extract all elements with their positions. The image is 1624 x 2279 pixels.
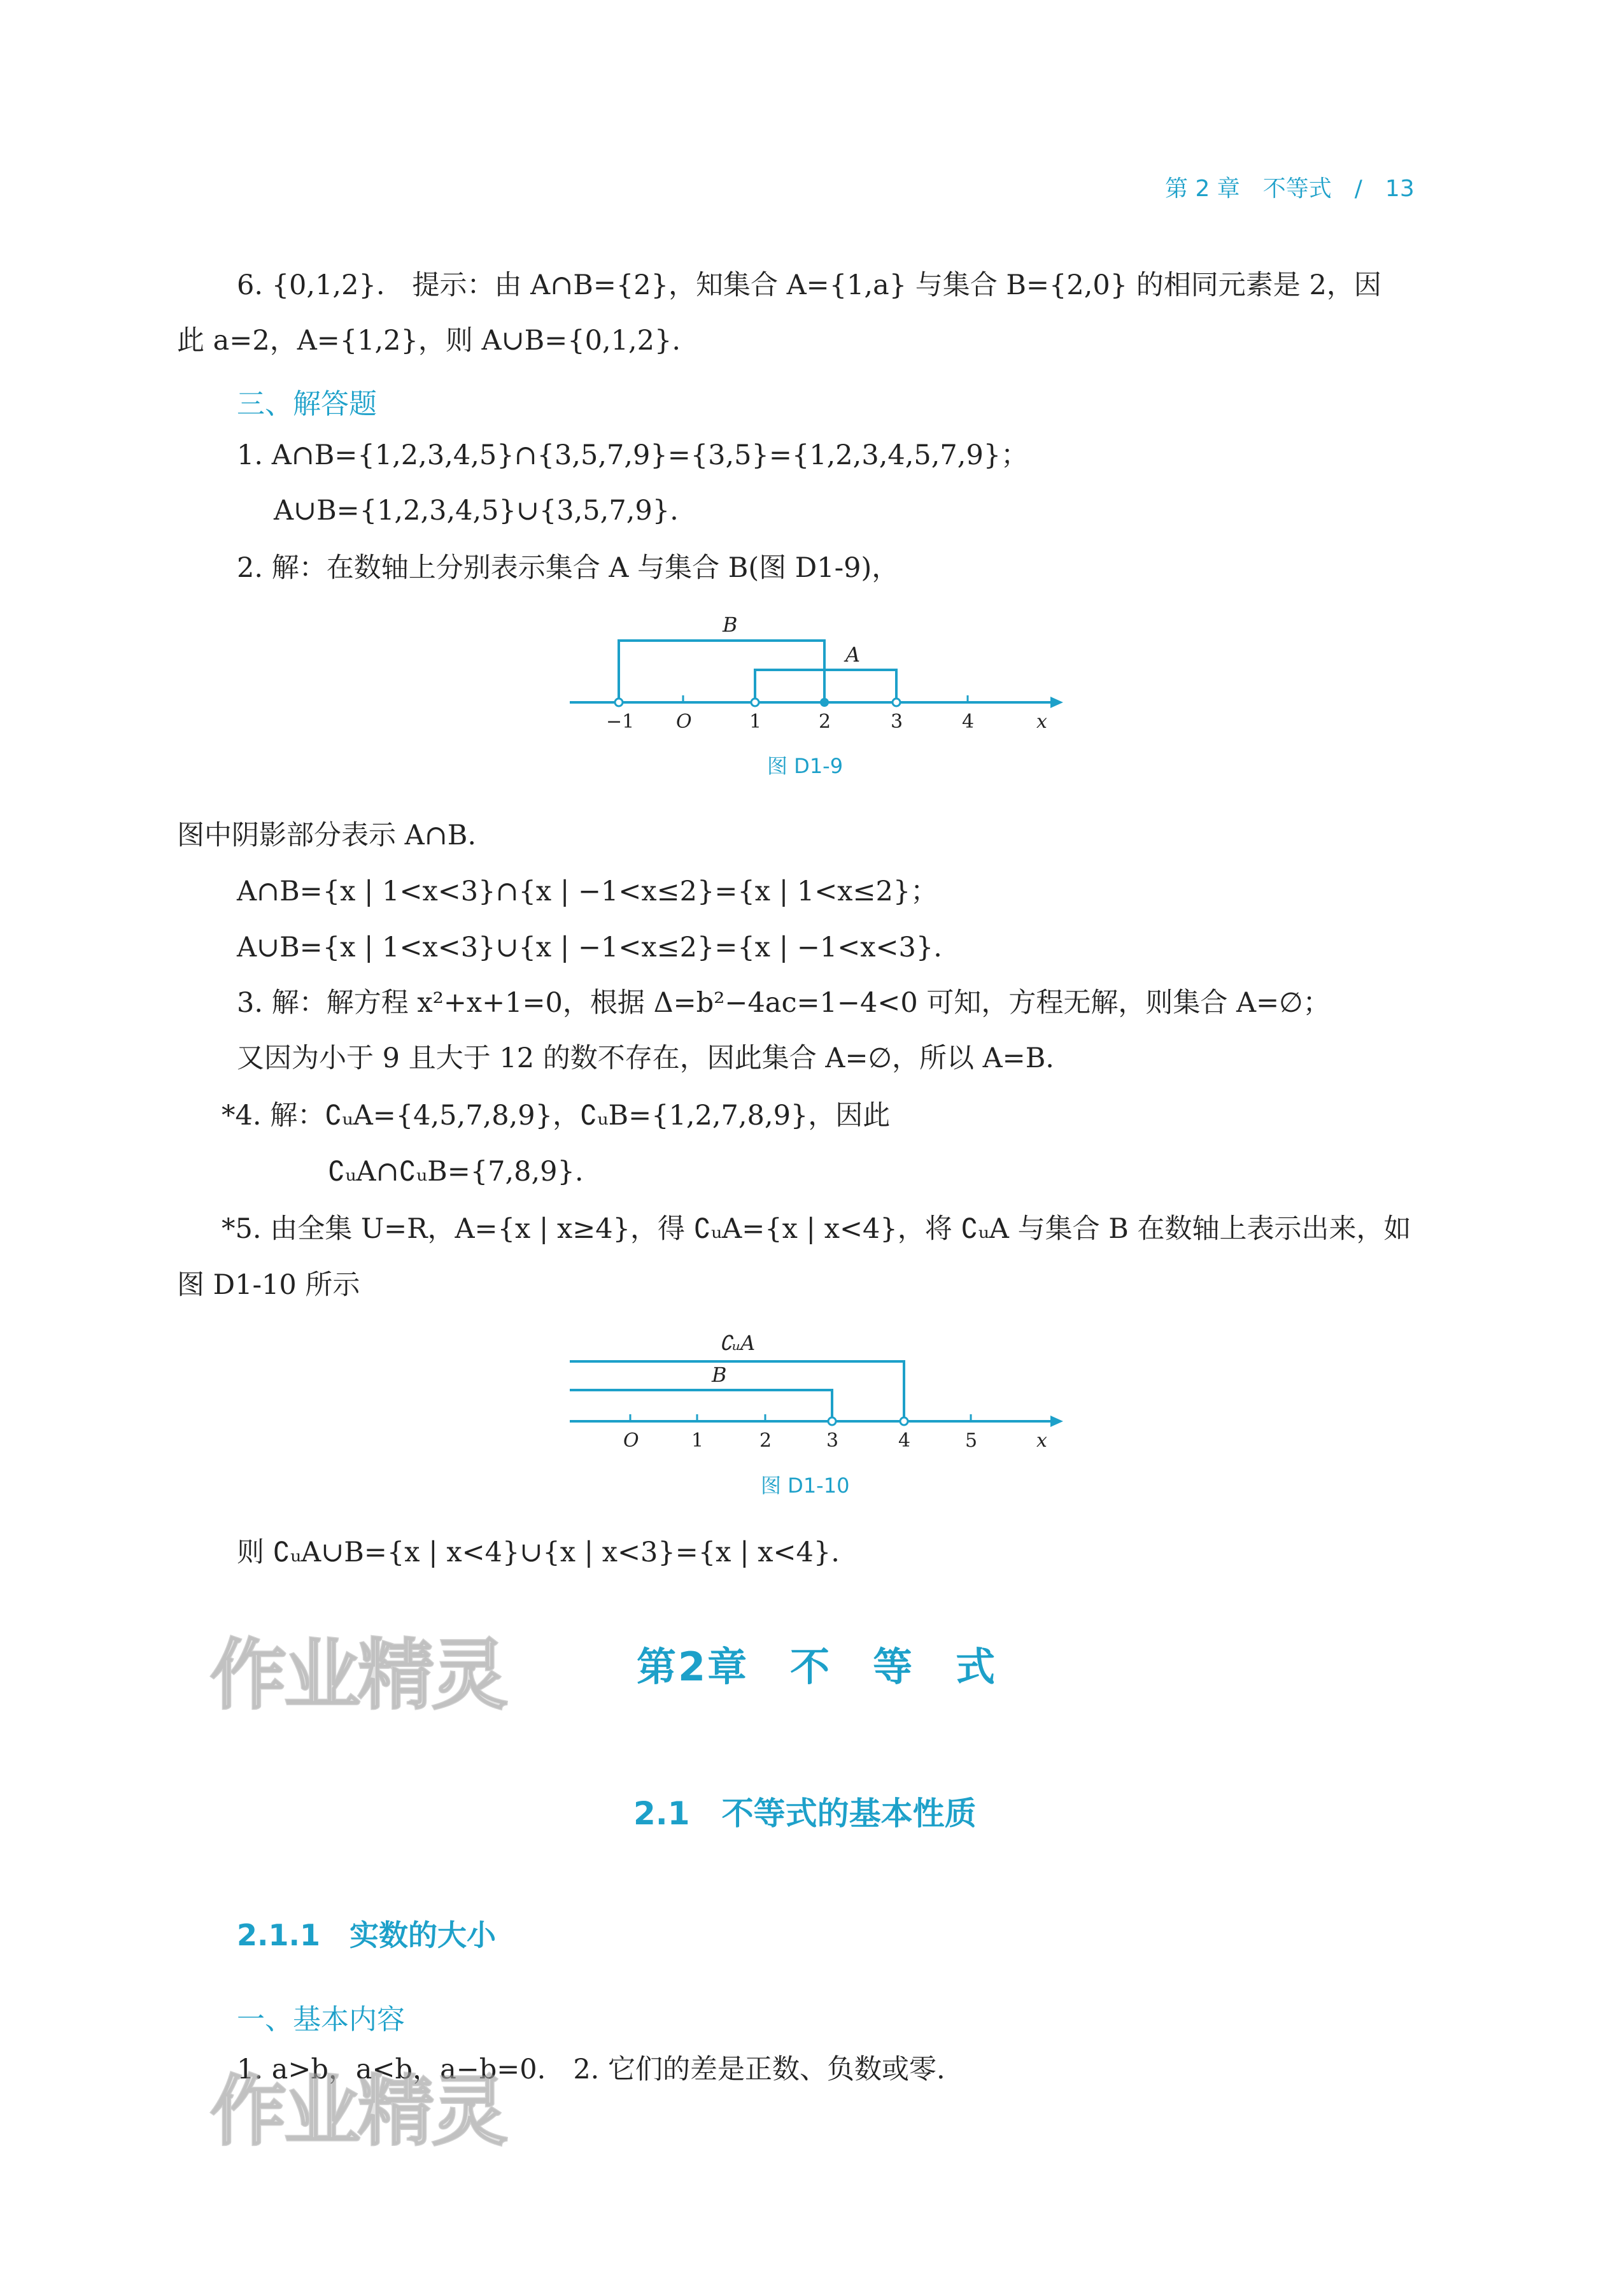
point-open-minus1: [615, 699, 623, 706]
figure-d1-10-caption: 图 D1-10: [761, 1473, 850, 1498]
answer3-line1: 3. 解：解方程 x²+x+1=0，根据 Δ=b²−4ac=1−4<0 可知，方程无解，则集合 A=∅；: [237, 987, 1331, 1019]
tick-label-1: 1: [749, 711, 762, 733]
point-open-3: [828, 1417, 836, 1425]
problem6-line1: 6. {0,1,2}. 提示：由 A∩B={2}，知集合 A={1,a} 与集合 B={2,0} 的相同元素是 2，因: [237, 269, 1381, 301]
label-b: B: [723, 613, 738, 637]
answer4-line2: ∁ᵤA∩∁ᵤB={7,8,9}.: [328, 1156, 584, 1188]
set-b-bracket: [619, 641, 824, 702]
point-open-1: [751, 699, 759, 706]
answer2b-line3: A∪B={x | 1<x<3}∪{x | −1<x≤2}={x | −1<x<3}.: [237, 932, 942, 963]
answer2b-line2: A∩B={x | 1<x<3}∩{x | −1<x≤2}={x | 1<x≤2}；: [237, 876, 938, 907]
set-b-bracket: [570, 1390, 832, 1421]
figure-d1-10: [560, 1324, 1070, 1484]
answer2-intro: 2. 解：在数轴上分别表示集合 A 与集合 B(图 D1-9)，: [237, 552, 900, 584]
tick-label-4: 4: [898, 1430, 911, 1452]
watermark-text-bottom: 作业精灵: [210, 2068, 505, 2156]
tick-label-O: O: [623, 1430, 639, 1452]
answer2b-line1: 图中阴影部分表示 A∩B.: [177, 820, 477, 851]
section-2-1-title: 2.1 不等式的基本性质: [633, 1795, 977, 1832]
tick-label-3: 3: [826, 1430, 839, 1452]
answer4-line1: *4. 解：∁ᵤA={4,5,7,8,9}，∁ᵤB={1,2,7,8,9}，因此: [222, 1100, 891, 1132]
watermark-text: 作业精灵: [210, 1631, 505, 1720]
answer3-line2: 又因为小于 9 且大于 12 的数不存在，因此集合 A=∅，所以 A=B.: [237, 1042, 1054, 1074]
point-open-3: [893, 699, 900, 706]
label-b: B: [712, 1363, 727, 1387]
basics-line1: 1. a>b，a<b，a−b=0. 2. 它们的差是正数、负数或零.: [237, 2054, 945, 2085]
label-a: A: [845, 643, 861, 667]
tick-label-5: 5: [965, 1430, 978, 1452]
tick-label-2: 2: [819, 711, 831, 733]
problem6-line2: 此 a=2，A={1,2}，则 A∪B={0,1,2}.: [177, 325, 681, 357]
basics-title: 一、基本内容: [237, 2003, 405, 2036]
subsection-2-1-1-title: 2.1.1 实数的大小: [237, 1918, 496, 1952]
axis-arrow: [1050, 697, 1063, 708]
tick-label-1: 1: [691, 1430, 704, 1452]
answer5b-line1: 则 ∁ᵤA∪B={x | x<4}∪{x | x<3}={x | x<4}.: [237, 1537, 840, 1568]
chapter-title: 第2章 不 等 式: [637, 1644, 998, 1690]
answer1-line1: 1. A∩B={1,2,3,4,5}∩{3,5,7,9}={3,5}={1,2,3,4,5,7,9}；: [237, 439, 1029, 471]
tick-label-x: x: [1036, 711, 1047, 733]
tick-label-3: 3: [891, 711, 903, 733]
tick-label-4: 4: [962, 711, 975, 733]
tick-label-minus1: −1: [606, 711, 635, 733]
answer5-line2: 图 D1-10 所示: [177, 1269, 360, 1301]
section-title-answers: 三、解答题: [237, 388, 377, 420]
page-header: 第 2 章 不等式 / 13: [1165, 176, 1415, 202]
tick-label-x: x: [1036, 1430, 1047, 1452]
axis-arrow: [1050, 1416, 1063, 1427]
label-cua: ∁ᵤA: [719, 1331, 756, 1355]
tick-label-O: O: [676, 711, 692, 733]
point-open-4: [900, 1417, 908, 1425]
answer1-line2: A∪B={1,2,3,4,5}∪{3,5,7,9}.: [274, 495, 679, 527]
tick-label-2: 2: [759, 1430, 772, 1452]
answer5-line1: *5. 由全集 U=R，A={x | x≥4}，得 ∁ᵤA={x | x<4}，将 ∁ᵤA 与集合 B 在数轴上表示出来，如: [222, 1213, 1411, 1245]
point-closed-2: [820, 698, 829, 707]
figure-d1-9-caption: 图 D1-9: [767, 754, 844, 778]
